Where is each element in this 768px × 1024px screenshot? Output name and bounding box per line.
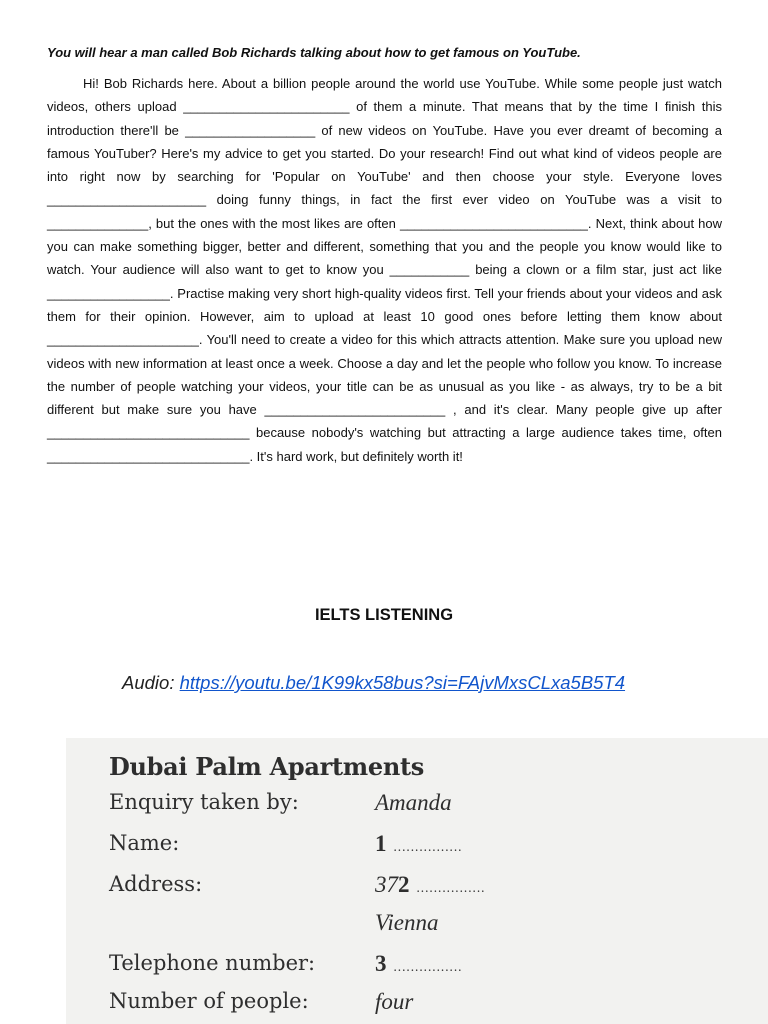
- passage-text: because nobody's watching but attracting a large audience takes time, often: [249, 425, 722, 441]
- answer-blank-4[interactable]: ______________: [47, 215, 149, 231]
- answer-dots: ................: [416, 881, 486, 895]
- address-prefix: 37: [375, 872, 398, 897]
- passage-text: of them a minute. That means that by the time I finish this introduction there'll be: [47, 99, 722, 138]
- question-1-field[interactable]: [375, 831, 462, 857]
- gap-fill-passage: [47, 72, 722, 468]
- listening-instruction: You will hear a man called Bob Richards talking about how to get famous on YouTube.: [47, 45, 581, 60]
- answer-blank-10[interactable]: ____________________________: [47, 425, 250, 441]
- passage-text: . You'll need to create a video for this which attracts attention. Make sure you upload new videos with new information at least once a week. Choose a day and let the people who follow you know. To increase the number of people watching your videos, your title can be as unusual as you like - as always, try to be a bit different but make sure you have: [47, 332, 722, 418]
- question-number: 3: [375, 951, 387, 976]
- form-title: Dubai Palm Apartments: [109, 752, 424, 781]
- section-heading: IELTS LISTENING: [314, 606, 454, 624]
- answer-blank-9[interactable]: _________________________: [264, 402, 446, 418]
- answer-blank-6[interactable]: ___________: [389, 262, 470, 278]
- answer-blank-1[interactable]: _______________________: [183, 99, 350, 115]
- form-row-enquiry: [109, 790, 749, 822]
- answer-blank-2[interactable]: __________________: [185, 122, 316, 138]
- audio-link[interactable]: https://youtu.be/1K99kx58bus?si=FAjvMxsCLxa5B5T4: [179, 672, 626, 693]
- form-row-name: [109, 831, 749, 863]
- passage-text: being a clown or a film star, just act like: [469, 262, 723, 278]
- form-value: four: [375, 989, 414, 1014]
- form-row-city: [109, 910, 749, 942]
- form-row-telephone: [109, 951, 749, 983]
- question-2-field[interactable]: [375, 872, 485, 898]
- answer-dots: ................: [393, 840, 463, 854]
- form-row-people: [109, 989, 749, 1021]
- form-label: Telephone number:: [109, 951, 316, 975]
- answer-blank-3[interactable]: ______________________: [47, 192, 207, 208]
- answer-blank-11[interactable]: ____________________________: [47, 448, 250, 464]
- passage-text: . Practise making very short high-quality videos first. Tell your friends about your videos and ask them for their opinion. However, aim to upload at least 10 good ones before letting them know about: [47, 285, 722, 324]
- form-label: Address:: [109, 872, 203, 896]
- answer-blank-5[interactable]: __________________________: [399, 215, 588, 231]
- passage-text: doing funny things, in fact the first ever video on YouTube was a visit to: [206, 192, 722, 208]
- form-row-address: [109, 872, 749, 904]
- question-number: 2: [398, 872, 410, 897]
- passage-text: of new videos on YouTube. Have you ever dreamt of becoming a famous YouTuber? Here's my advice to get you started. Do your research! Find out what kind of videos people are into right now by searching for 'Popular on YouTube' and then choose your style. Everyone loves: [47, 122, 722, 185]
- answer-dots: ................: [393, 960, 463, 974]
- form-value: Vienna: [375, 910, 439, 935]
- form-value: Amanda: [375, 790, 452, 815]
- form-label: Number of people:: [109, 989, 309, 1013]
- answer-blank-7[interactable]: _________________: [47, 285, 170, 301]
- form-label: Enquiry taken by:: [109, 790, 299, 814]
- passage-text: . Next, think about how you can make something bigger, better and different, something that you and the people you know would like to watch. Your audience will also want to get to know you: [47, 215, 722, 278]
- answer-blank-8[interactable]: _____________________: [47, 332, 199, 348]
- form-label: Name:: [109, 831, 180, 855]
- enquiry-form-image: [66, 738, 768, 1024]
- passage-text: , and it's clear. Many people give up after: [445, 402, 722, 418]
- audio-label: Audio:: [122, 672, 175, 693]
- passage-text: . It's hard work, but definitely worth it!: [249, 448, 463, 464]
- passage-text: , but the ones with the most likes are often: [148, 215, 400, 231]
- passage-text: Hi! Bob Richards here. About a billion people around the world use YouTube. While some people just watch videos, others upload: [47, 76, 722, 115]
- question-number: 1: [375, 831, 387, 856]
- question-3-field[interactable]: [375, 951, 462, 977]
- audio-line: [122, 672, 625, 694]
